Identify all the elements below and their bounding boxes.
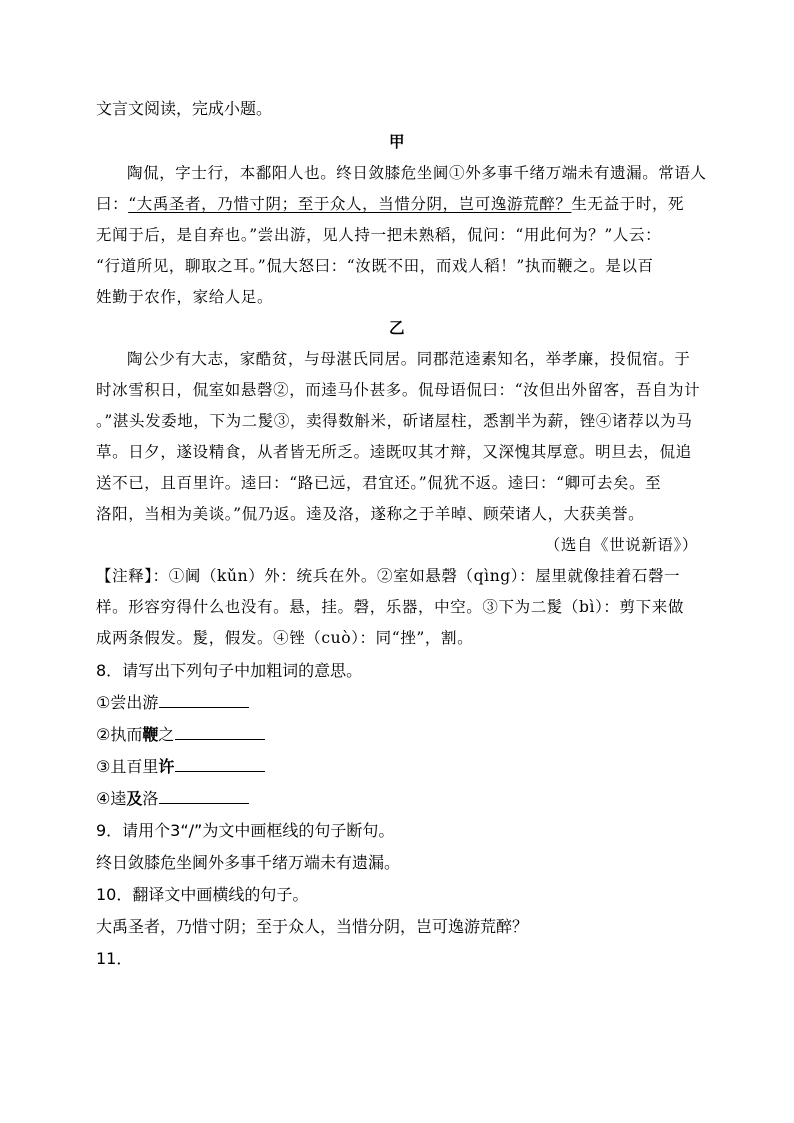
q8-item-1 — [96, 690, 698, 713]
underlined-sentence: “大禹圣者，乃惜寸阴；至于众人，当惜分阴，岂可逸游荒醉？ — [128, 195, 572, 213]
yi-line-4: 草。日夕，遂设精食，从者皆无所乏。逵既叹其才辩，又深愧其厚意。明旦去，侃追 — [96, 443, 692, 461]
q8-prompt: 8．请写出下列句子中加粗词的意思。 — [96, 661, 363, 680]
yi-line-6: 洛阳，当相为美谈。”侃乃返。逵及洛，遂称之于羊晫、顾荣诸人，大获美誉。 — [96, 505, 645, 523]
q9-sentence: 终日敛膝危坐阃外多事千绪万端未有遗漏。 — [96, 853, 401, 872]
section-yi-heading: 乙 — [388, 318, 406, 337]
q8-item-4-num: ④ — [96, 789, 111, 808]
q10-prompt: 10．翻译文中画横线的句子。 — [96, 885, 309, 904]
intro-text: 文言文阅读，完成小题。 — [96, 99, 273, 118]
section-jia-heading: 甲 — [388, 132, 406, 151]
q8-item-2 — [96, 722, 698, 745]
q8-item-2-num: ② — [96, 725, 111, 744]
jia-line-4: “行道所见，聊取之耳。”侃大怒曰：“汝既不田，而戏人稻！”执而鞭之。是以百 — [96, 257, 654, 275]
q8-item-1-text: 尝出游 — [110, 693, 159, 712]
q10-sentence: 大禹圣者，乃惜寸阴；至于众人，当惜分阴，岂可逸游荒醉？ — [96, 917, 529, 936]
q8-item-2-pre: 执而 — [110, 725, 143, 744]
q11-prompt: 11． — [96, 949, 133, 968]
q8-item-4-post: 洛 — [142, 789, 159, 808]
q8-item-4-bold: 及 — [126, 789, 143, 808]
jia-line-2-pre: 曰： — [96, 195, 129, 213]
jia-line-2 — [96, 192, 698, 214]
yi-line-5: 送不已，且百里许。逵曰：“路已远，君宜还。”侃犹不返。逵曰：“卿可去矣。至 — [96, 474, 662, 492]
jia-line-5: 姓勤于农作，家给人足。 — [96, 288, 274, 306]
yi-line-2: 时冰雪积日，侃室如悬磬②，而逵马仆甚多。侃母语侃曰：“汝但出外留客，吾自为计 — [96, 381, 701, 399]
q8-item-2-bold: 鞭 — [142, 725, 159, 744]
answer-blank-1[interactable] — [159, 693, 249, 708]
q8-item-4 — [96, 786, 698, 809]
notes-line-1: 【注释】：①阃（kǔn）外：统兵在外。②室如悬磬（qìng）：屋里就像挂着石磬一 — [96, 567, 681, 585]
q8-item-3-bold: 许 — [158, 757, 175, 776]
answer-blank-2[interactable] — [175, 725, 265, 740]
answer-blank-3[interactable] — [175, 757, 265, 772]
jia-line-2-post: 生无益于时，死 — [571, 195, 685, 213]
q8-item-2-post: 之 — [158, 725, 175, 744]
source-citation: （选自《世说新语》） — [544, 536, 698, 554]
yi-line-1: 陶公少有大志，家酷贫，与母湛氏同居。同郡范逵素知名，举孝廉，投侃宿。于 — [127, 350, 691, 368]
jia-line-1: 陶侃，字士行，本鄱阳人也。终日敛膝危坐阃①外多事千绪万端未有遗漏。常语人 — [127, 164, 707, 182]
q9-prompt: 9．请用个3“/”为文中画框线的句子断句。 — [96, 821, 395, 840]
yi-line-3: 。”湛头发委地，下为二髲③，卖得数斛米，斫诸屋柱，悉割半为薪，锉④诸荐以为马 — [96, 412, 693, 430]
notes-line-3: 成两条假发。髲，假发。④锉（cuò）：同“挫”，割。 — [96, 629, 474, 647]
q8-item-4-pre: 逵 — [110, 789, 127, 808]
answer-blank-4[interactable] — [159, 789, 249, 804]
q8-item-3-num: ③ — [96, 757, 111, 776]
jia-line-3: 无闻于后，是自弃也。”尝出游，见人持一把未熟稻，侃问：“用此何为？”人云： — [96, 226, 662, 244]
q8-item-1-num: ① — [96, 693, 111, 712]
notes-line-2: 样。形容穷得什么也没有。悬，挂。磬，乐器，中空。③下为二髲（bì）：剪下来做 — [96, 598, 684, 616]
q8-item-3 — [96, 754, 698, 777]
q8-item-3-pre: 且百里 — [110, 757, 159, 776]
